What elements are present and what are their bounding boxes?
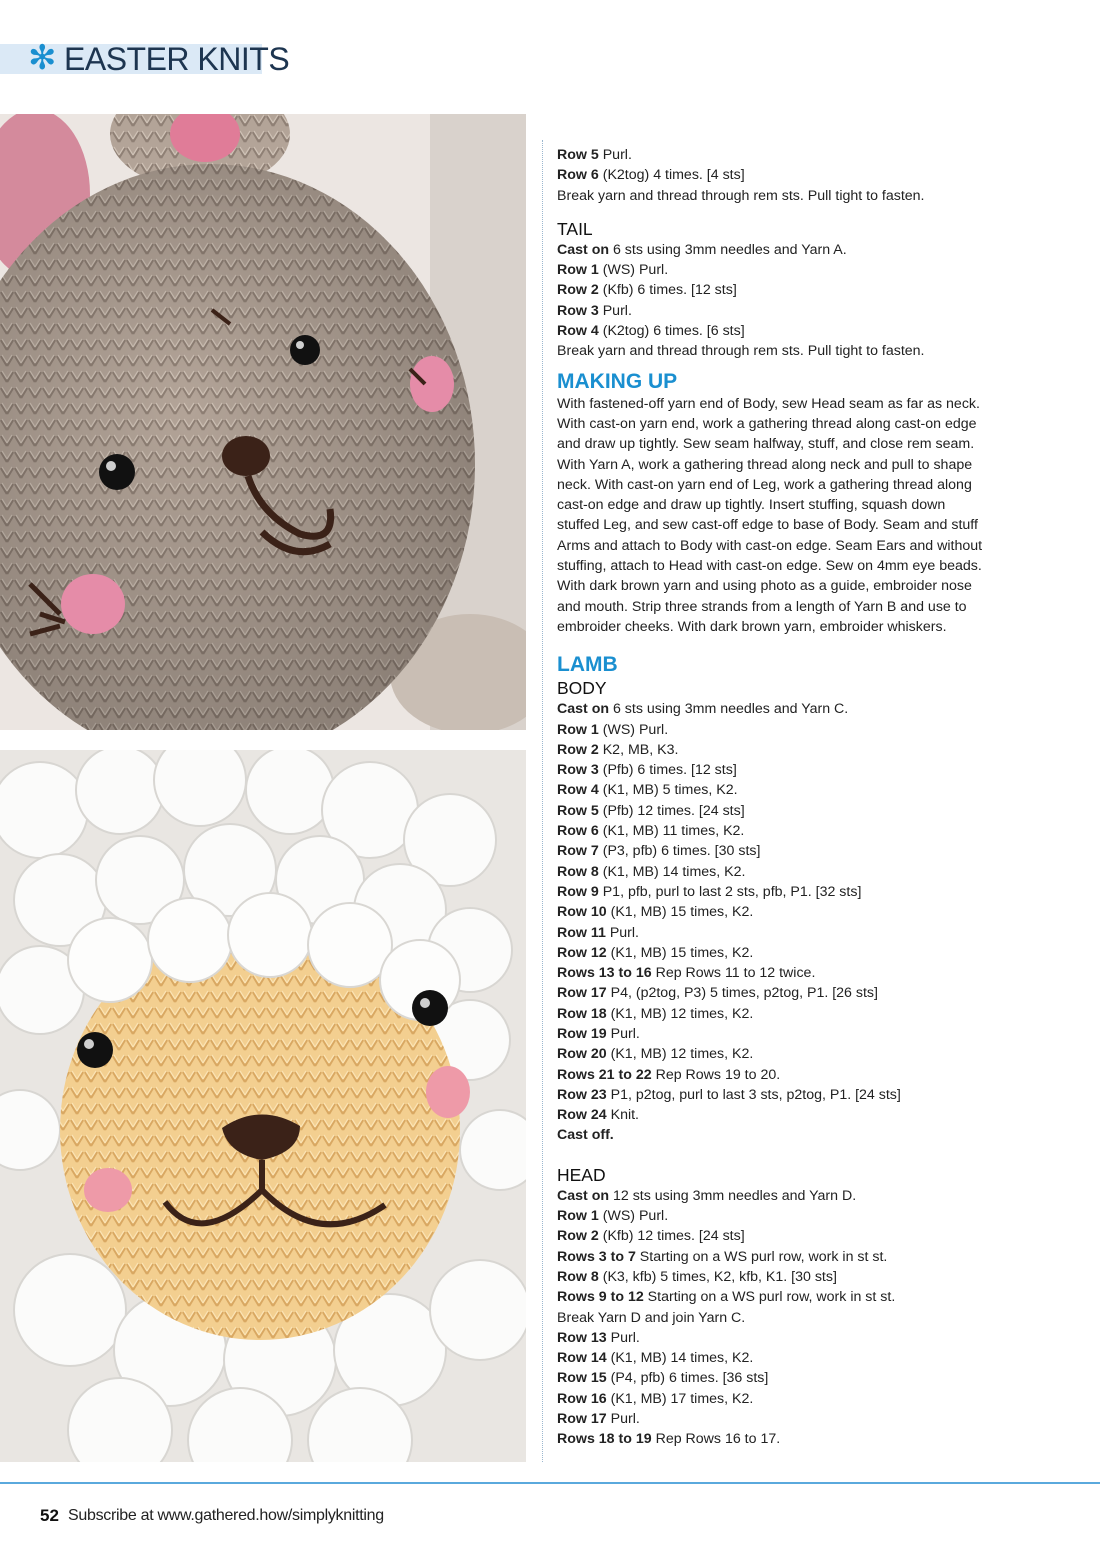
tail-heading: TAIL (557, 218, 593, 239)
paragraph-line: and draw up tightly. Sew seam halfway, stuff, and close rem seam. (557, 436, 975, 453)
pattern-row: Row 10 (K1, MB) 15 times, K2. (557, 904, 754, 921)
pattern-row: Row 18 (K1, MB) 12 times, K2. (557, 1005, 754, 1022)
pattern-row: Break yarn and thread through rem sts. Pull tight to fasten. (557, 187, 925, 204)
paragraph-line: embroider cheeks. With dark brown yarn, embroider whiskers. (557, 618, 947, 635)
pattern-row: Row 3 (Pfb) 6 times. [12 sts] (557, 762, 737, 779)
pattern-row: Rows 18 to 19 Rep Rows 16 to 17. (557, 1431, 781, 1448)
pattern-row: Row 11 Purl. (557, 924, 640, 941)
pattern-row: Row 6 (K2tog) 4 times. [4 sts] (557, 167, 745, 184)
pattern-row: Rows 21 to 22 Rep Rows 19 to 20. (557, 1066, 781, 1083)
pattern-row: Row 12 (K1, MB) 15 times, K2. (557, 944, 754, 961)
page-number: 52 (40, 1506, 59, 1525)
pattern-row: Row 23 P1, p2tog, purl to last 3 sts, p2tog, P1. [24 sts] (557, 1086, 901, 1103)
pattern-row: Row 1 (WS) Purl. (557, 721, 669, 738)
pattern-row: Break yarn and thread through rem sts. Pull tight to fasten. (557, 343, 925, 360)
column-divider (542, 140, 543, 1462)
pattern-row: Row 24 Knit. (557, 1107, 640, 1124)
making-up-heading: MAKING UP (557, 369, 678, 393)
pattern-row: Row 17 P4, (p2tog, P3) 5 times, p2tog, P1. [26 sts] (557, 985, 878, 1002)
pattern-row: Row 2 (Kfb) 12 times. [24 sts] (557, 1228, 745, 1245)
lamb-head-heading: HEAD (557, 1164, 606, 1185)
pattern-row: Row 8 (K3, kfb) 5 times, K2, kfb, K1. [30 sts] (557, 1268, 837, 1285)
paragraph-line: With Yarn A, work a gathering thread along neck and pull to shape (557, 456, 973, 473)
pattern-row: Row 20 (K1, MB) 12 times, K2. (557, 1046, 754, 1063)
pattern-row: Row 5 (Pfb) 12 times. [24 sts] (557, 802, 745, 819)
pattern-row: Row 4 (K1, MB) 5 times, K2. (557, 782, 738, 799)
paragraph-line: stuffing, attach to Head with cast-on edge. Sew on 4mm eye beads. (557, 558, 982, 575)
pattern-row: Row 16 (K1, MB) 17 times, K2. (557, 1390, 754, 1407)
pattern-row: Rows 13 to 16 Rep Rows 11 to 12 twice. (557, 965, 816, 982)
section-title: EASTER KNITS (64, 41, 290, 77)
asterisk-flower-icon: ✻ (28, 38, 57, 78)
paragraph-line: With dark brown yarn and using photo as a guide, embroider nose (557, 578, 972, 595)
pattern-row: Row 19 Purl. (557, 1025, 640, 1042)
subscribe-link[interactable]: Subscribe at www.gathered.how/simplyknitting (68, 1507, 384, 1524)
lamb-body-heading: BODY (557, 678, 607, 699)
pattern-row: Row 5 Purl. (557, 147, 632, 163)
pattern-row: Row 1 (WS) Purl. (557, 262, 669, 279)
paragraph-line: With cast-on yarn end, work a gathering thread along cast-on edge (557, 415, 977, 432)
pattern-row: Row 3 Purl. (557, 302, 632, 319)
paragraph-line: and mouth. Strip three strands from a length of Yarn B and use to (557, 598, 967, 615)
pattern-row: Row 17 Purl. (557, 1411, 640, 1428)
pattern-row: Cast off. (557, 1127, 614, 1144)
pattern-row: Row 2 K2, MB, K3. (557, 741, 679, 758)
making-up-paragraph (557, 394, 1027, 638)
pattern-row: Row 6 (K1, MB) 11 times, K2. (557, 823, 745, 840)
bunny-photo (0, 114, 526, 730)
pattern-row: Cast on 6 sts using 3mm needles and Yarn C. (557, 701, 849, 718)
paragraph-line: cast-on edge and draw up tightly. Insert stuffing, squash down (557, 497, 946, 514)
pattern-row: Row 9 P1, pfb, purl to last 2 sts, pfb, P1. [32 sts] (557, 883, 862, 900)
pattern-row: Rows 3 to 7 Starting on a WS purl row, work in st st. (557, 1248, 888, 1265)
footer-rule (0, 1482, 1100, 1484)
paragraph-line: With fastened-off yarn end of Body, sew Head seam as far as neck. (557, 395, 980, 412)
pattern-text-column (557, 145, 1027, 1450)
pattern-row: Row 1 (WS) Purl. (557, 1208, 669, 1225)
paragraph-line: neck. With cast-on yarn end of Leg, work a gathering thread along (557, 476, 972, 493)
paragraph-line: Arms and attach to Body with cast-on edge. Seam Ears and without (557, 537, 983, 554)
pattern-row: Cast on 12 sts using 3mm needles and Yarn D. (557, 1187, 857, 1204)
pattern-row: Row 14 (K1, MB) 14 times, K2. (557, 1350, 754, 1367)
pattern-row: Row 4 (K2tog) 6 times. [6 sts] (557, 323, 745, 340)
pattern-row: Row 15 (P4, pfb) 6 times. [36 sts] (557, 1370, 769, 1387)
lamb-heading: LAMB (557, 653, 618, 677)
pattern-row: Row 13 Purl. (557, 1329, 640, 1346)
pattern-row: Row 8 (K1, MB) 14 times, K2. (557, 863, 746, 880)
pattern-row: Rows 9 to 12 Starting on a WS purl row, work in st st. (557, 1289, 896, 1306)
pattern-row: Row 7 (P3, pfb) 6 times. [30 sts] (557, 843, 761, 860)
pattern-row: Break Yarn D and join Yarn C. (557, 1309, 746, 1326)
paragraph-line: stuffed Leg, and sew cast-off edge to base of Body. Seam and stuff (557, 517, 978, 534)
pattern-row: Row 2 (Kfb) 6 times. [12 sts] (557, 282, 737, 299)
pattern-row: Cast on 6 sts using 3mm needles and Yarn A. (557, 241, 847, 258)
lamb-photo (0, 750, 526, 1462)
